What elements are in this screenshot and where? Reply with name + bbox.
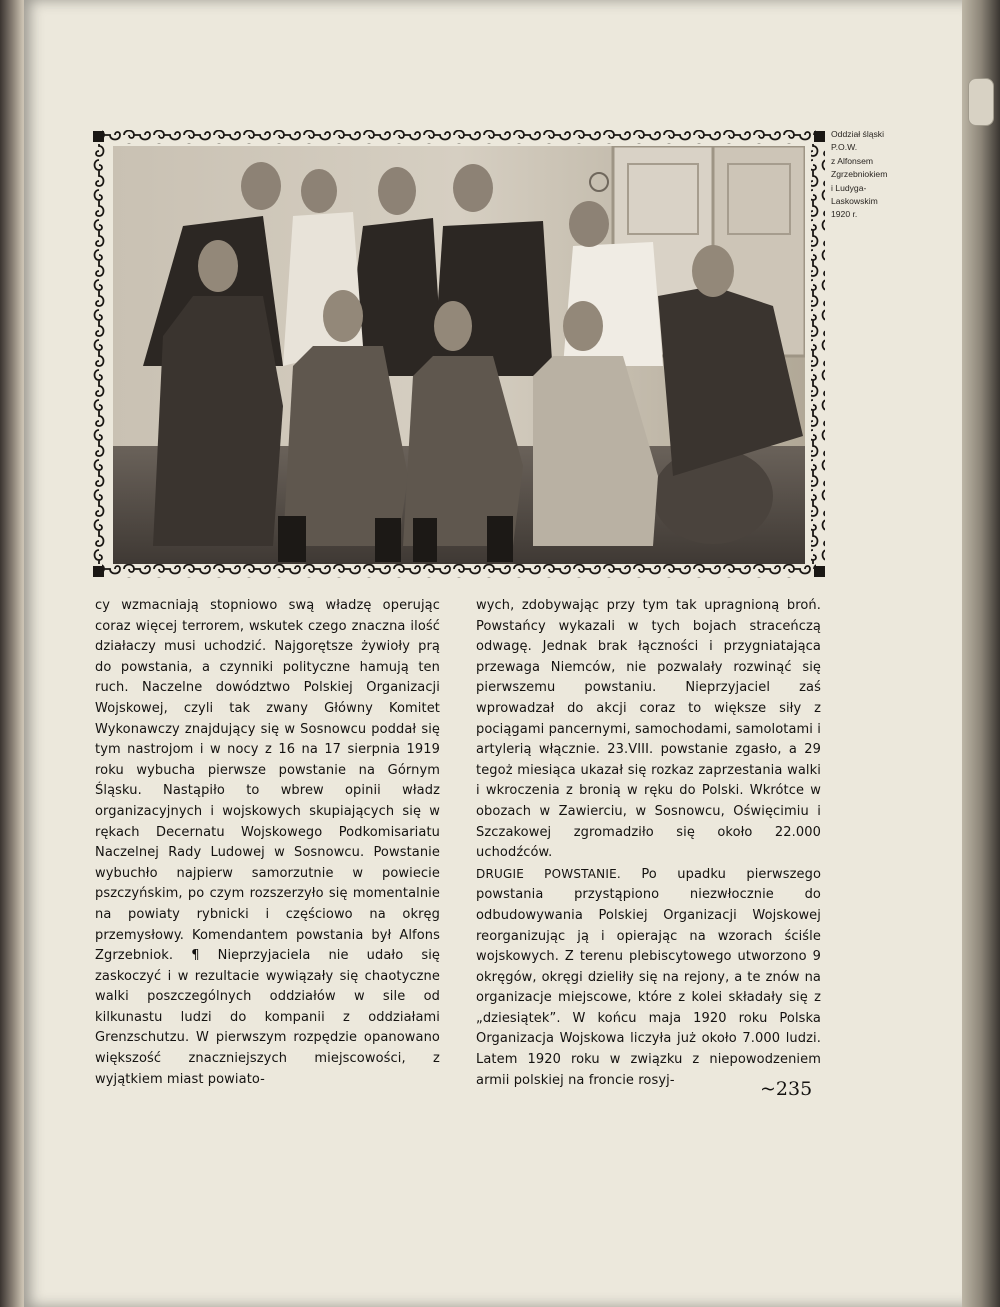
- caption-line: z Alfonsem: [831, 155, 874, 166]
- paragraph-with-heading: [476, 864, 821, 1092]
- caption-line: P.O.W.: [831, 142, 858, 153]
- caption-line: Oddział śląski: [831, 129, 885, 139]
- body-text-left-column: [95, 596, 440, 1090]
- body-text-right-column: [476, 596, 821, 1091]
- paragraph: wych, zdobywając przy tym tak upragnioną broń. Powstańcy wykazali w tych bojach straceńczą odwagę. Jednak brak łączności i przygniatająca przewaga Niemców, nie pozwalały rozwinąć się pierwszemu powstaniu. Nieprzyjaciel zaś wprowadzał do akcji coraz to większe siły z pociągami pancernymi, samochodami, samolotami i artylerią włącznie. 23.VIII. powstanie zgasło, a 29 tegoż miesiąca ukazał się rozkaz zaprzestania walki i wkroczenia z bronią w ręku do Polski. Wkrótce w obozach w Zawierciu, w Sosnowcu, Oświęcimiu i Szczakowej zgromadziło się około 22.000 uchodźców.: [476, 598, 821, 861]
- paragraph-text: Po upadku pierwszego powstania przystąpiono niezwłocznie do odbudowywania Polskiej Organizacji Wojskowej reorganizując ją i opierając na wzorach ściśle wojskowych. Z terenu plebiscytowego utworzono 9 okręgów, okręgi dzieliły się na rejony, a te znów na organizacje miejscowe, które z kolei składały się z „dziesiątek”. W końcu maja 1920 roku Polska Organizacja Wojskowa liczyła już około 7.000 ludzi. Latem 1920 roku w związku z niepowodzeniem armii polskiej na froncie rosyj-: [476, 866, 822, 1088]
- caption-line: Laskowskim: [831, 196, 878, 207]
- caption-line: i Ludyga-: [831, 182, 867, 193]
- paragraph: cy wzmacniają stopniowo swą władzę operując coraz więcej terrorem, wskutek czego znaczna ilość działaczy musi uchodzić. Najgorętsze żywioły prą do powstania, a czynniki polityczne hamują ten ruch. Naczelne dowództwo Polskiej Organizacji Wojskowej, czyli tak zwany Główny Komitet Wykonawczy znajdujący się w Sosnowcu poddał się tym nastrojom i w nocy z 16 na 17 sierpnia 1919 roku wybucha pierwsze powstanie na Górnym Śląsku. Nastąpiło to wbrew opinii władz organizacyjnych i wojskowych skupiających się w rękach Decernatu Wojskowego Podkomisariatu Naczelnej Rady Ludowej w Sosnowcu. Powstanie wybuchło najpierw samorzutnie w powiecie pszczyńskim, po czym rozszerzyło się momentalnie na powiaty rybnicki i częściowo na okręg przemysłowy. Komendantem powstania był Alfons Zgrzebniok. ¶ Nieprzyjaciela nie udało się zaskoczyć i w rezultacie wywiązały się chaotyczne walki poszczególnych oddziałów w sile od kilkunastu ludzi do kompanii z oddziałami Grenzschutzu. W pierwszym rozpędzie opanowano większość znaczniejszych miejscowości, z wyjątkiem miast powiato-: [95, 598, 440, 1087]
- book-page-edge: [962, 0, 1000, 1307]
- section-heading: DRUGIE POWSTANIE.: [476, 866, 621, 881]
- caption-line: 1920 r.: [831, 209, 858, 220]
- group-photograph: [113, 146, 805, 564]
- caption-line: Zgrzebniokiem: [831, 169, 888, 180]
- page-tab-marker: [968, 78, 994, 126]
- page-number: ~235: [760, 1078, 813, 1100]
- photo-caption: [831, 128, 911, 222]
